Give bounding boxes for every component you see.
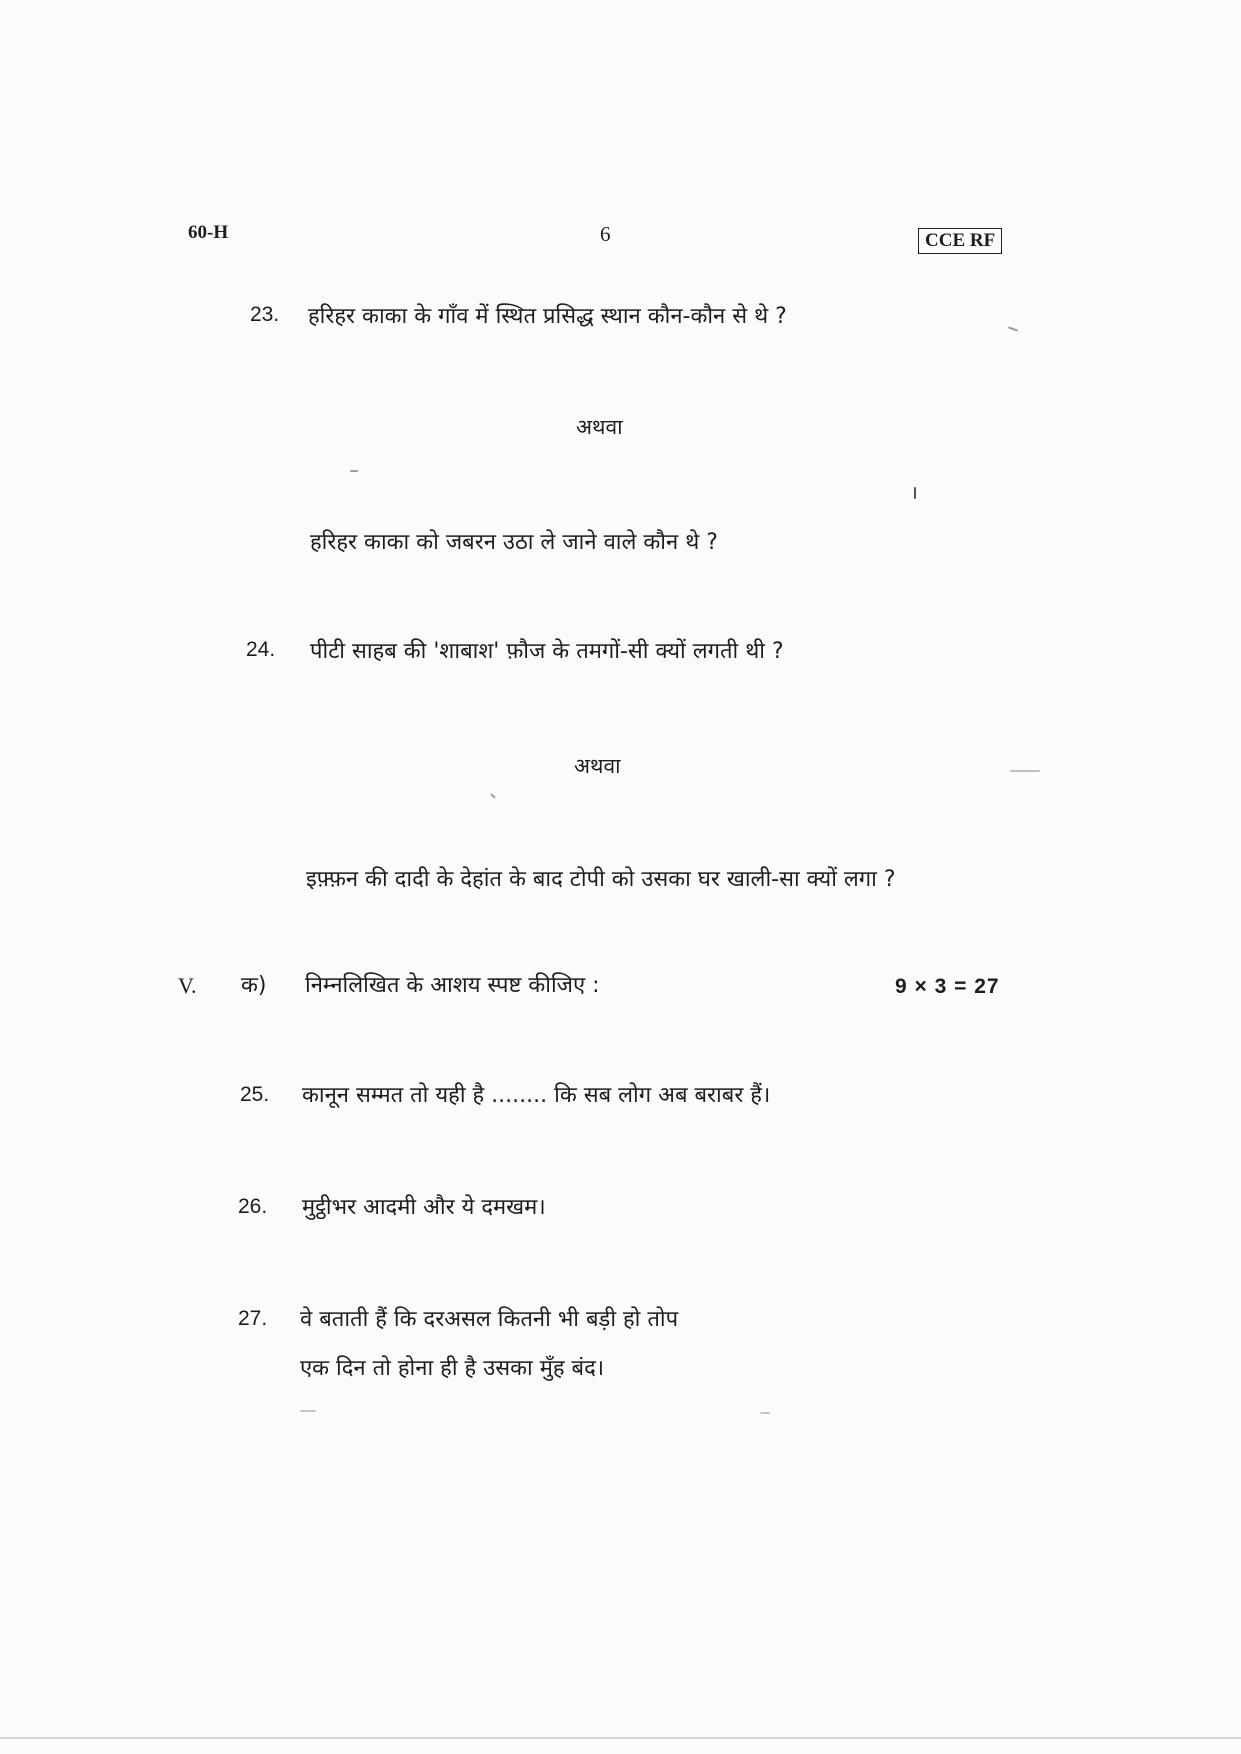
section-sub-label: क) (241, 973, 267, 998)
section-roman: V. (178, 973, 197, 998)
scan-speck (760, 1412, 770, 1414)
scan-speck (914, 487, 916, 499)
scan-speck (1008, 326, 1018, 331)
scan-speck (350, 470, 358, 472)
q23-alt-text: हरिहर काका को जबरन उठा ले जाने वाले कौन थे ? (310, 530, 718, 555)
q23-or-label: अथवा (576, 415, 623, 439)
q23-number: 23. (250, 303, 280, 326)
page-number: 6 (600, 222, 611, 246)
q24-alt-text: इफ़्फ़न की दादी के देहांत के बाद टोपी को उसका घर खाली-सा क्यों लगा ? (306, 867, 896, 892)
q24-number: 24. (246, 638, 276, 661)
q26-text: मुट्ठीभर आदमी और ये दमखम। (302, 1195, 546, 1220)
q23-text: हरिहर काका के गाँव में स्थित प्रसिद्ध स्थान कौन-कौन से थे ? (308, 304, 787, 329)
q27-line-2: एक दिन तो होना ही है उसका मुँह बंद। (300, 1356, 605, 1381)
q27-number: 27. (238, 1307, 268, 1330)
scheme-badge: CCE RF (918, 228, 1002, 254)
q24-text: पीटी साहब की 'शाबाश' फ़ौज के तमगों-सी क्यों लगती थी ? (310, 639, 784, 664)
scan-speck (300, 1410, 316, 1412)
section-instruction: निम्नलिखित के आशय स्पष्ट कीजिए : (305, 973, 600, 998)
bottom-edge-line (0, 1737, 1241, 1739)
scan-speck (1010, 770, 1040, 772)
section-marks: 9 × 3 = 27 (895, 975, 1000, 998)
paper-code: 60-H (188, 222, 229, 243)
q27-line-1: वे बताती हैं कि दरअसल कितनी भी बड़ी हो तोप (300, 1307, 679, 1332)
q25-number: 25. (240, 1083, 270, 1106)
scan-speck (490, 793, 496, 798)
q26-number: 26. (238, 1195, 268, 1218)
q25-text: कानून सम्मत तो यही है ........ कि सब लोग अब बराबर हैं। (302, 1083, 771, 1108)
q24-or-label: अथवा (574, 754, 621, 778)
